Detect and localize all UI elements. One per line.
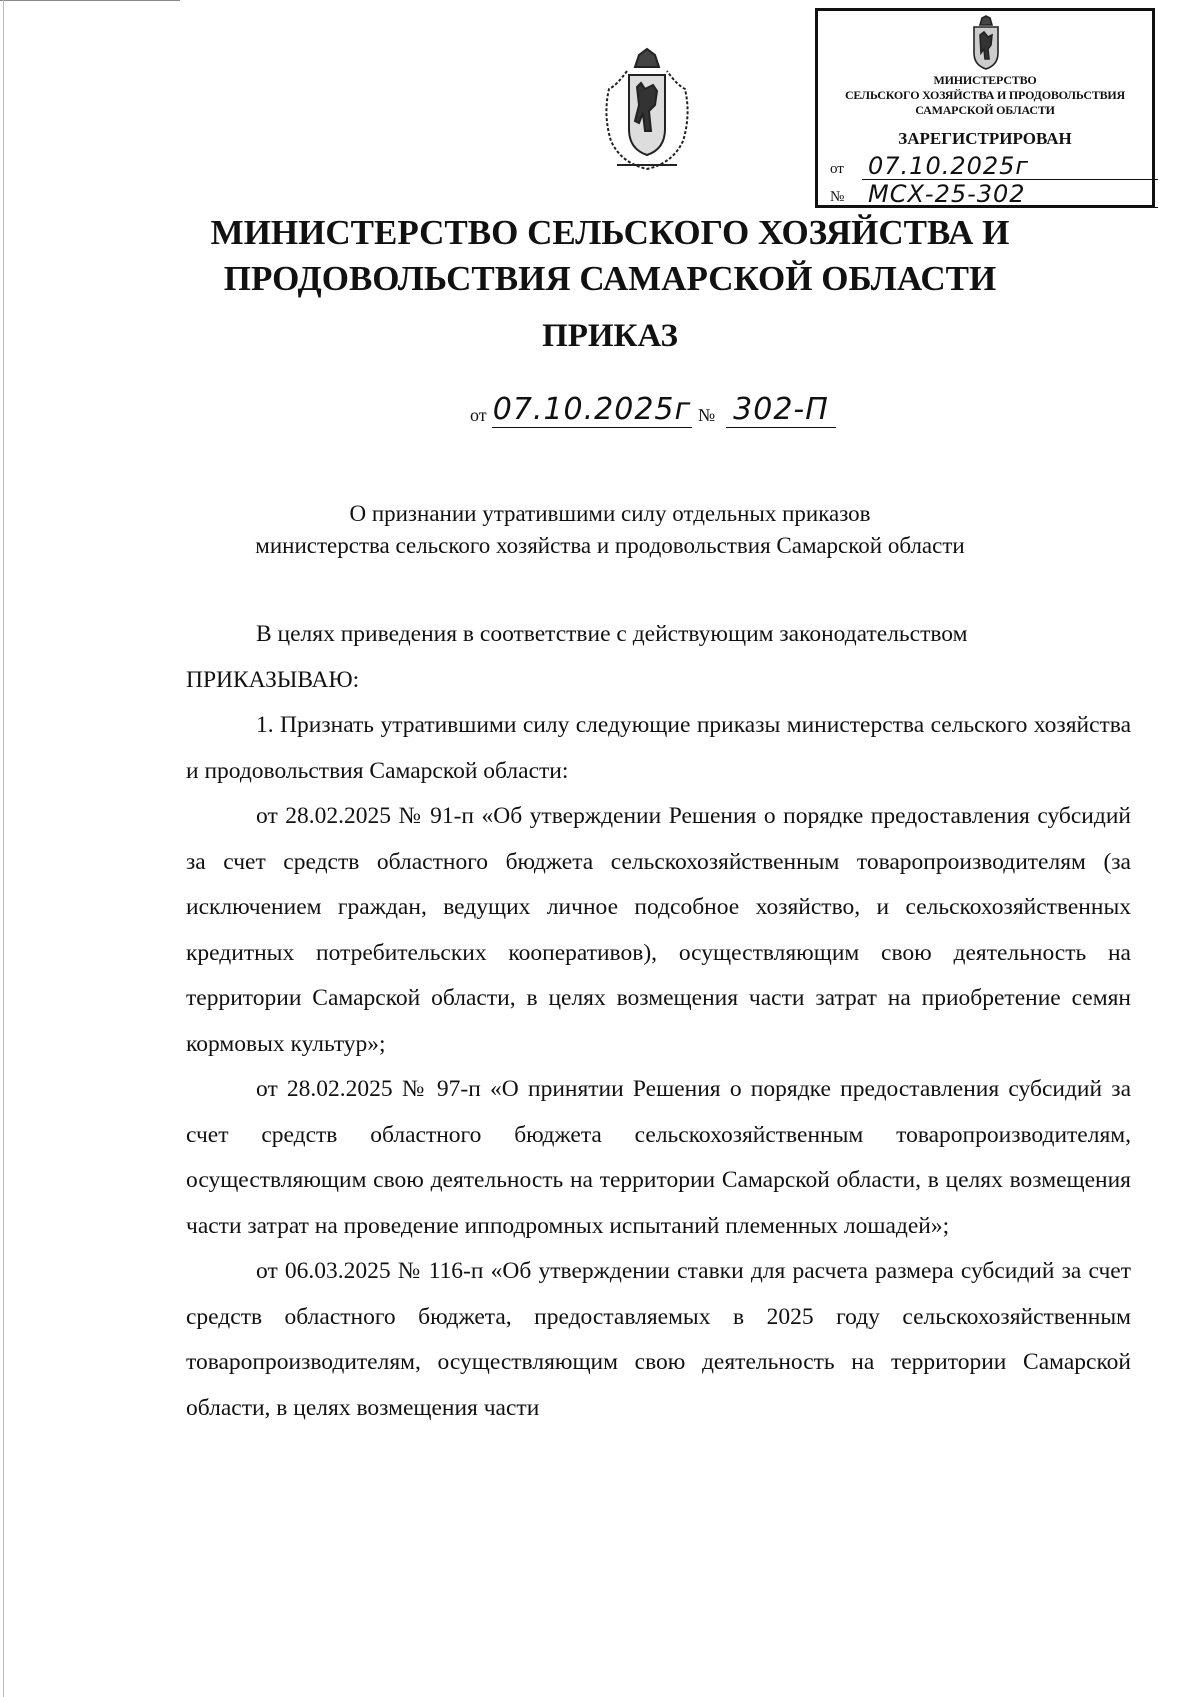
scan-edge-top bbox=[0, 0, 180, 1]
order-body bbox=[186, 612, 1131, 1431]
stamp-date-value: 07.10.2025г bbox=[862, 153, 1158, 180]
order-date-label: от bbox=[470, 405, 487, 425]
scan-edge-left bbox=[3, 0, 4, 1697]
order-number-value: 302-П bbox=[726, 393, 836, 428]
stamp-date-row bbox=[830, 152, 1030, 180]
order-subject: О признании утратившими силу отдельных приказов министерства сельского хозяйства и продовольствия Самарской области bbox=[255, 501, 965, 558]
stamp-date-label: от bbox=[830, 161, 844, 177]
order-word: ПРИКАЗЫВАЮ: bbox=[186, 666, 360, 693]
order-number-label: № bbox=[698, 405, 716, 425]
document-type: ПРИКАЗ bbox=[542, 318, 678, 354]
repealed-act-3: от 06.03.2025 № 116-п «Об утверждении ставки для расчета размера субсидий за счет средств областного бюджета, предоставляемых в 2025 году сельскохозяйственным товаропроизводителям, осуществляющим свою деятельность на территории Самарской области, в целях возмещения части bbox=[186, 1258, 1131, 1421]
ministry-title: МИНИСТЕРСТВО СЕЛЬСКОГО ХОЗЯЙСТВА И ПРОДОВОЛЬСТВИЯ САМАРСКОЙ ОБЛАСТИ bbox=[210, 213, 1010, 298]
item-1-paragraph: 1. Признать утратившими силу следующие приказы министерства сельского хозяйства и продовольствия Самарской области: bbox=[186, 712, 1131, 784]
stamp-status: ЗАРЕГИСТРИРОВАН bbox=[898, 129, 1072, 148]
samara-coat-of-arms-icon bbox=[597, 45, 697, 175]
stamp-number-label: № bbox=[830, 189, 845, 205]
stamp-organization: МИНИСТЕРСТВО СЕЛЬСКОГО ХОЗЯЙСТВА И ПРОДОВОЛЬСТВИЯ САМАРСКОЙ ОБЛАСТИ bbox=[844, 73, 1126, 117]
order-date-value: 07.10.2025г bbox=[492, 392, 692, 427]
intro-paragraph: В целях приведения в соответствие с действующим законодательством bbox=[256, 621, 968, 647]
order-date-number bbox=[470, 392, 890, 432]
stamp-coat-of-arms-icon bbox=[964, 15, 1008, 71]
repealed-act-1: от 28.02.2025 № 91-п «Об утверждении Решения о порядке предоставления субсидий за счет средств областного бюджета сельскохозяйственным товаропроизводителям (за исключением граждан, ведущих личное подсобное хозяйство, и сельскохозяйственных кредитных потребительских кооперативов), осуществляющим свою деятельность на территории Самарской области, в целях возмещения части затрат на приобретение семян кормовых культур»; bbox=[186, 803, 1131, 1057]
registration-stamp bbox=[815, 8, 1155, 208]
stamp-number-row bbox=[830, 180, 1026, 208]
stamp-number-value: МСХ-25-302 bbox=[862, 181, 1158, 208]
repealed-act-2: от 28.02.2025 № 97-п «О принятии Решения о порядке предоставления субсидий за счет средств областного бюджета сельскохозяйственным товаропроизводителям, осуществляющим свою деятельность на территории Самарской области, в целях возмещения части затрат на проведение ипподромных испытаний племенных лошадей»; bbox=[186, 1076, 1131, 1239]
